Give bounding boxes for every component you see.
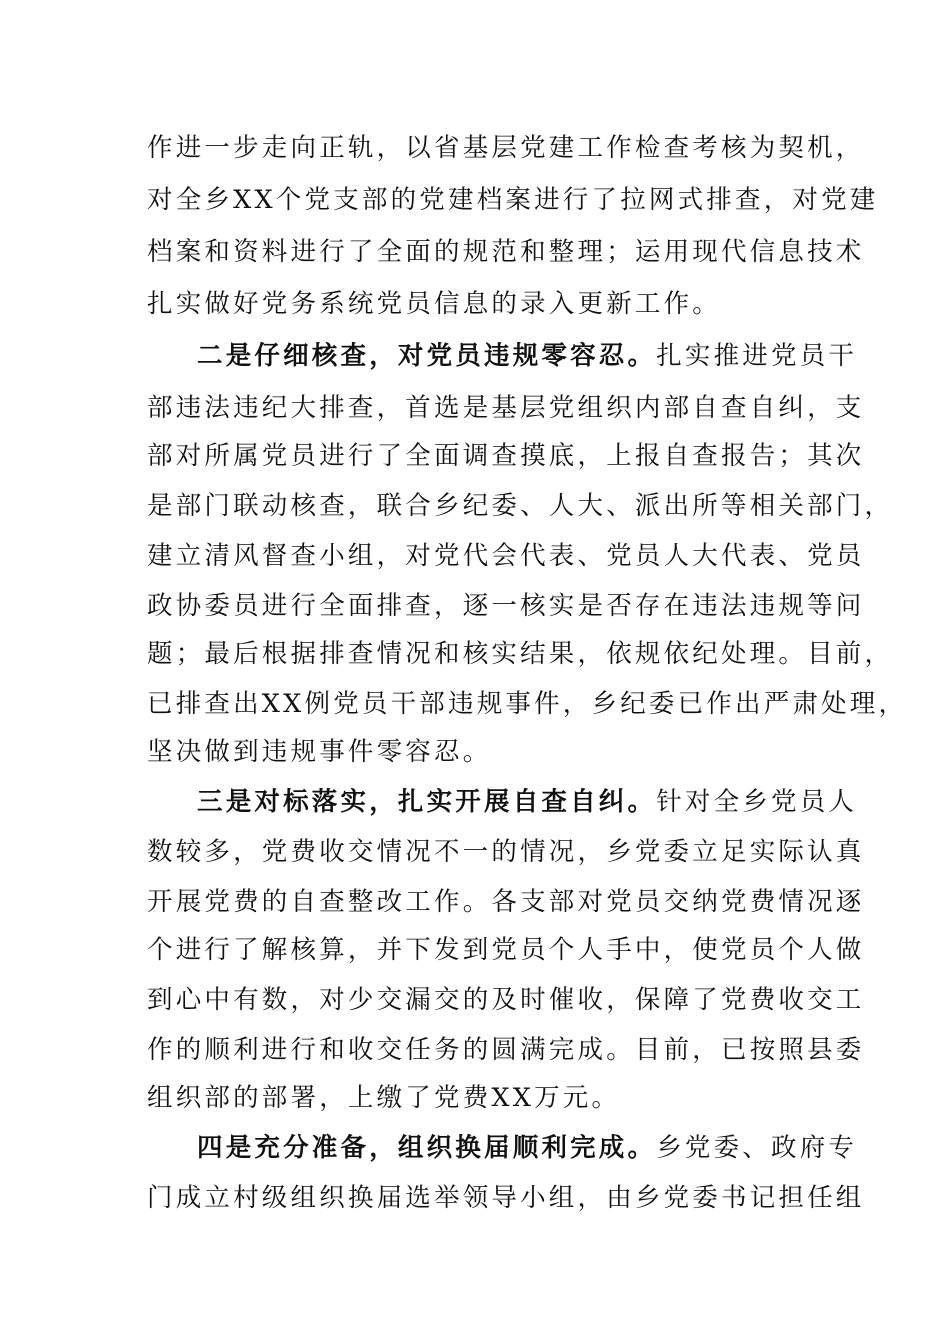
text-line: 已排查出XX例党员干部违规事件，乡纪委已作出严肃处理， — [147, 689, 908, 719]
paragraph-first-line — [197, 786, 857, 818]
paragraph-first-line — [197, 1132, 857, 1164]
paragraph-text: 乡党委、政府专 — [656, 1133, 858, 1163]
text-line: 档案和资料进行了全面的规范和整理；运用现代信息技术 — [147, 237, 865, 267]
text-line: 作的顺利进行和收交任务的圆满完成。目前，已按照县委 — [147, 1035, 865, 1065]
text-line: 到心中有数，对少交漏交的及时催收，保障了党费收交工 — [147, 985, 865, 1015]
paragraph-lead: 二是仔细核查，对党员违规零容忍。 — [197, 341, 657, 371]
text-line: 门成立村级组织换届选举领导小组，由乡党委书记担任组 — [147, 1183, 865, 1213]
text-line: 数较多，党费收交情况不一的情况，乡党委立足实际认真 — [147, 837, 865, 867]
paragraph-first-line — [197, 340, 857, 372]
paragraph-text: 针对全乡党员人 — [656, 787, 858, 817]
text-line: 题；最后根据排查情况和核实结果，依规依纪处理。目前， — [147, 639, 894, 669]
paragraph-lead: 四是充分准备，组织换届顺利完成。 — [197, 1133, 657, 1163]
text-line: 政协委员进行全面排查，逐一核实是否存在违法违规等问 — [147, 591, 865, 621]
text-line: 扎实做好党务系统党员信息的录入更新工作。 — [147, 289, 722, 319]
text-line: 是部门联动核查，联合乡纪委、人大、派出所等相关部门， — [147, 491, 894, 521]
text-line: 建立清风督查小组，对党代会代表、党员人大代表、党员 — [147, 541, 865, 571]
text-line: 开展党费的自查整改工作。各支部对党员交纳党费情况逐 — [147, 887, 865, 917]
text-line: 坚决做到违规事件零容忍。 — [147, 737, 492, 767]
paragraph-lead: 三是对标落实，扎实开展自查自纠。 — [197, 787, 657, 817]
paragraph-text: 扎实推进党员干 — [656, 341, 858, 371]
text-line: 部对所属党员进行了全面调查摸底，上报自查报告；其次 — [147, 441, 865, 471]
text-line: 部违法违纪大排查，首选是基层党组织内部自查自纠，支 — [147, 393, 865, 423]
text-line: 对全乡XX个党支部的党建档案进行了拉网式排查，对党建 — [147, 185, 879, 215]
text-line: 个进行了解核算，并下发到党员个人手中，使党员个人做 — [147, 935, 865, 965]
text-line: 作进一步走向正轨，以省基层党建工作检查考核为契机， — [147, 133, 865, 163]
text-line: 组织部的部署，上缴了党费XX万元。 — [147, 1083, 621, 1113]
